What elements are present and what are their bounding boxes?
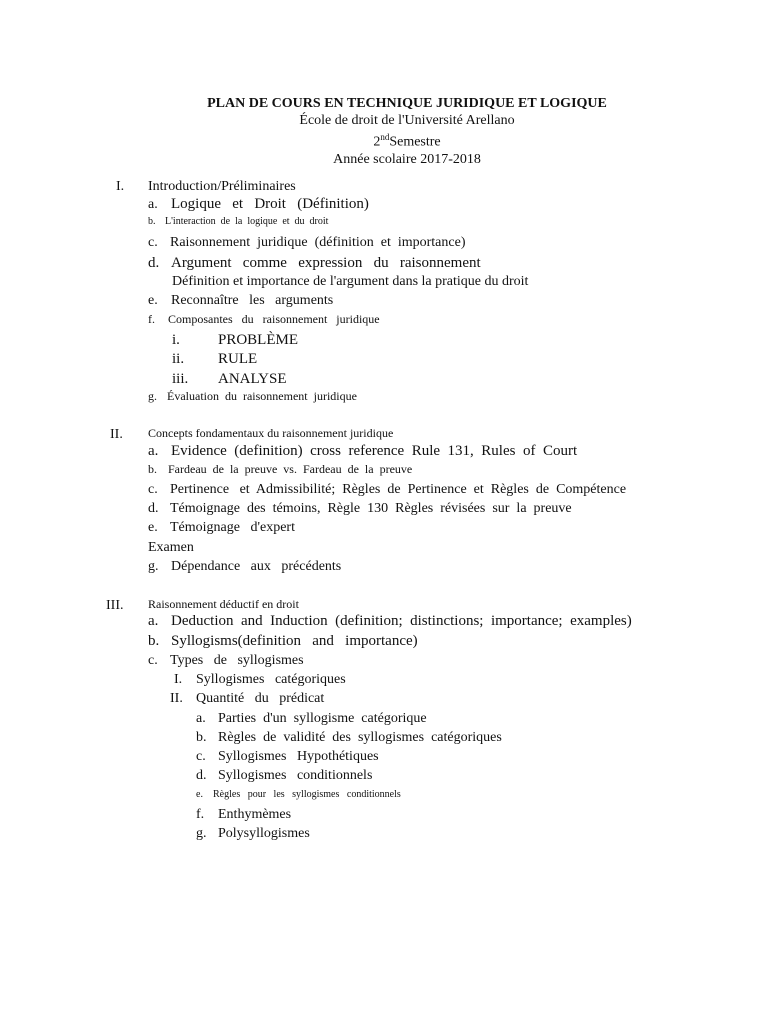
- outline-item: Enthymèmes: [218, 807, 292, 822]
- section-3-title: Raisonnement déductif en droit: [148, 597, 299, 611]
- item-marker: d.: [148, 255, 160, 271]
- outline-item: Syllogismes conditionnels: [218, 768, 373, 783]
- course-title: PLAN DE COURS EN TECHNIQUE JURIDIQUE ET LOGIQUE: [207, 96, 607, 111]
- item-marker: e.: [196, 789, 203, 800]
- outline-item: Raisonnement juridique (définition et importance): [170, 235, 466, 250]
- outline-item: Types de syllogismes: [170, 653, 304, 668]
- outline-item: Composantes du raisonnement juridique: [168, 312, 380, 326]
- outline-item: Fardeau de la preuve vs. Fardeau de la preuve: [168, 462, 413, 476]
- item-marker: II.: [170, 691, 183, 706]
- outline-item: Parties d'un syllogisme catégorique: [218, 711, 427, 726]
- item-marker: b.: [148, 633, 160, 649]
- item-marker: iii.: [172, 371, 189, 387]
- semester-number: 2: [373, 134, 381, 150]
- outline-item: Quantité du prédicat: [196, 691, 325, 706]
- outline-item: Témoignage des témoins, Règle 130 Règles révisées sur la preuve: [170, 501, 572, 516]
- document-header: [0, 95, 768, 168]
- outline-item: Logique et Droit (Définition): [171, 196, 369, 212]
- outline-item: Syllogismes catégoriques: [196, 672, 346, 687]
- outline-item: Témoignage d'expert: [170, 520, 295, 535]
- outline-item: ANALYSE: [218, 371, 287, 387]
- item-marker: I.: [174, 672, 183, 687]
- outline-item: Règles de validité des syllogismes catégoriques: [218, 730, 502, 745]
- outline-item: Deduction and Induction (definition; distinctions; importance; examples): [171, 613, 632, 629]
- outline-subtext: Définition et importance de l'argument dans la pratique du droit: [172, 274, 529, 289]
- outline-item: Dépendance aux précédents: [171, 559, 342, 574]
- section-2-numeral: II.: [110, 427, 123, 442]
- item-marker: c.: [148, 235, 158, 250]
- outline-item: Syllogisms(definition and importance): [171, 633, 418, 649]
- item-marker: d.: [196, 768, 207, 783]
- item-marker: a.: [148, 443, 159, 459]
- semester-word: Semestre: [389, 134, 441, 150]
- item-marker: b.: [196, 730, 207, 745]
- item-marker: d.: [148, 501, 159, 516]
- item-marker: e.: [148, 293, 158, 308]
- semester-superscript: nd: [380, 132, 390, 142]
- outline-item: PROBLÈME: [218, 332, 299, 348]
- exam-label: Examen: [148, 540, 194, 555]
- school-name: École de droit de l'Université Arellano: [299, 113, 515, 128]
- item-marker: g.: [148, 559, 159, 574]
- item-marker: c.: [148, 653, 158, 668]
- outline-item: Règles pour les syllogismes conditionnels: [213, 789, 401, 800]
- item-marker: i.: [172, 332, 180, 348]
- item-marker: f.: [196, 807, 205, 822]
- outline-item: Polysyllogismes: [218, 826, 310, 841]
- item-marker: g.: [148, 389, 157, 403]
- section-1-numeral: I.: [116, 179, 125, 194]
- section-1-title: Introduction/Préliminaires: [148, 179, 296, 194]
- item-marker: a.: [148, 197, 158, 212]
- item-marker: c.: [148, 482, 158, 497]
- item-marker: b.: [148, 216, 156, 227]
- section-2-title: Concepts fondamentaux du raisonnement juridique: [148, 426, 394, 440]
- outline-item: Évaluation du raisonnement juridique: [167, 389, 357, 403]
- item-marker: c.: [196, 749, 206, 764]
- outline-item: RULE: [218, 351, 258, 367]
- school-year: Année scolaire 2017-2018: [333, 151, 481, 167]
- item-marker: g.: [196, 826, 207, 841]
- outline-item: Pertinence et Admissibilité; Règles de Pertinence et Règles de Compétence: [170, 482, 627, 497]
- outline-item: Syllogismes Hypothétiques: [218, 749, 379, 764]
- item-marker: b.: [148, 462, 157, 476]
- item-marker: e.: [148, 520, 158, 535]
- item-marker: f.: [148, 312, 155, 326]
- item-marker: a.: [196, 711, 206, 726]
- outline-item: L'interaction de la logique et du droit: [165, 216, 329, 227]
- outline-item: Argument comme expression du raisonnement: [171, 255, 481, 271]
- outline-item: Evidence (definition) cross reference Rule 131, Rules of Court: [171, 443, 578, 459]
- item-marker: ii.: [172, 351, 185, 367]
- semester-line: [0, 129, 768, 151]
- outline-item: Reconnaître les arguments: [171, 293, 334, 308]
- item-marker: a.: [148, 613, 159, 629]
- section-3-numeral: III.: [106, 598, 124, 613]
